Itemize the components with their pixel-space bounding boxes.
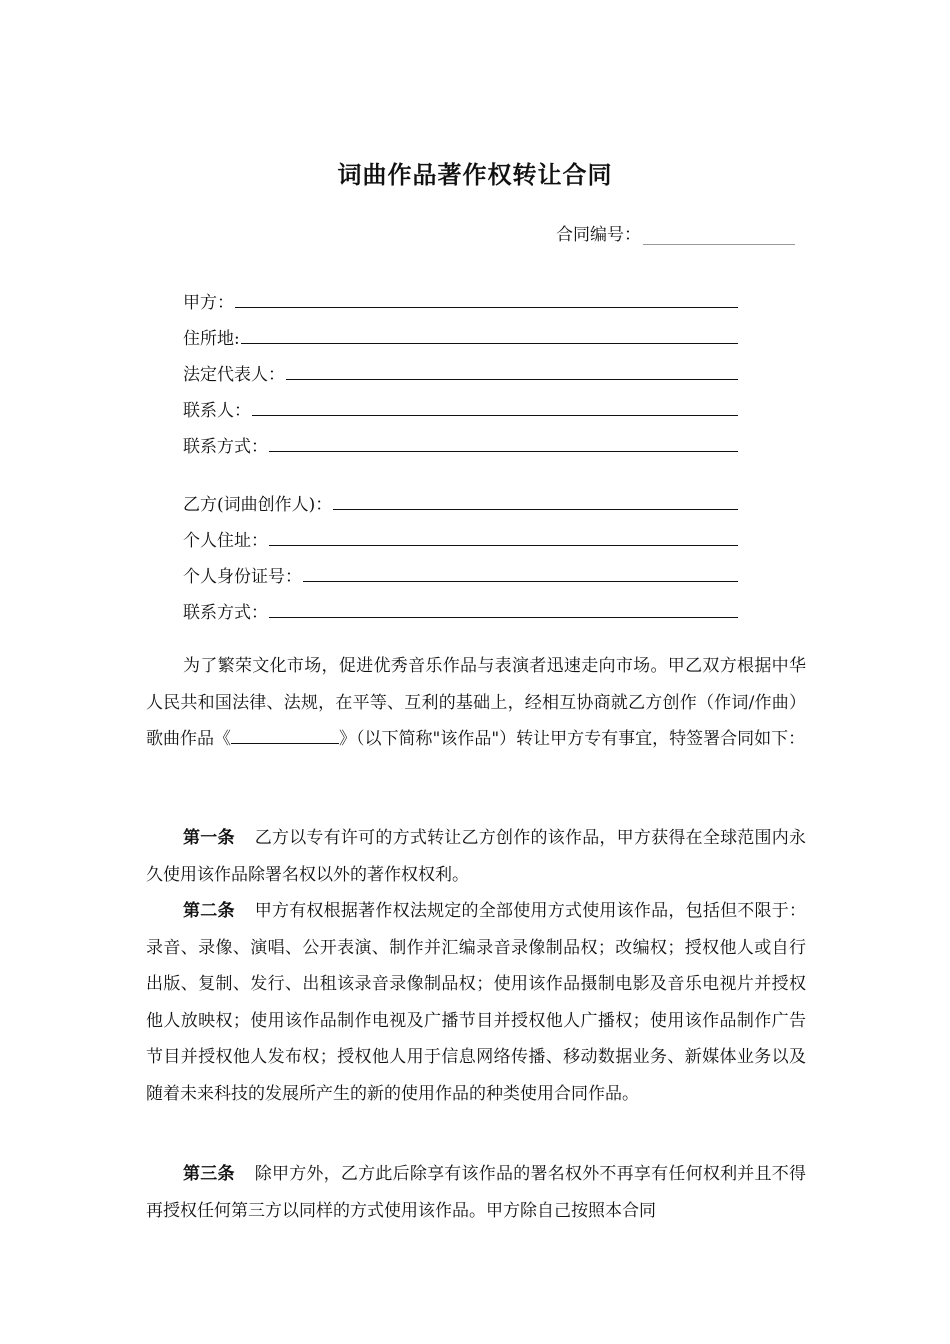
field-label: 联系人： xyxy=(183,401,251,421)
fill-line[interactable] xyxy=(286,378,738,380)
field-label: 联系方式： xyxy=(183,603,268,623)
party-a-contact-method-field xyxy=(183,421,738,457)
fill-line[interactable] xyxy=(333,508,738,510)
party-a-legal-rep-field xyxy=(183,349,738,385)
field-label: 住所地: xyxy=(183,329,240,349)
article-label: 第三条 xyxy=(183,1164,235,1184)
fill-line[interactable] xyxy=(269,544,738,546)
party-b-name-field xyxy=(183,479,738,515)
contract-number xyxy=(556,220,795,245)
fill-line[interactable] xyxy=(269,616,738,618)
fill-line[interactable] xyxy=(241,342,738,344)
article-text: 甲方有权根据著作权法规定的全部使用方式使用该作品，包括但不限于：录音、录像、演唱、公开表演、制作并汇编录音录像制品权；改编权；授权他人或自行出版、复制、发行、出租该录音录像制品权；使用该作品摄制电影及音乐电视片并授权他人放映权；使用该作品制作电视及广播节目并授权他人广播权；使用该作品制作广告节目并授权他人发布权；授权他人用于信息网络传播、移动数据业务、新媒体业务以及随着未来科技的发展所产生的新的使用作品的种类使用合同作品。 xyxy=(146,901,807,1104)
field-label: 乙方(词曲创作人)： xyxy=(183,495,333,515)
article-label: 第一条 xyxy=(183,828,235,848)
document-title: 词曲作品著作权转让合同 xyxy=(337,161,613,189)
field-label: 甲方： xyxy=(183,293,234,313)
article-2 xyxy=(146,893,806,1112)
party-b-id-field xyxy=(183,551,738,587)
party-a-address-field xyxy=(183,313,738,349)
field-label: 个人身份证号： xyxy=(183,567,302,587)
intro-text-end: 》（以下简称"该作品"）转让甲方专有事宜，特签署合同如下： xyxy=(339,729,806,749)
field-label: 法定代表人： xyxy=(183,365,285,385)
contract-number-label: 合同编号： xyxy=(556,225,641,245)
article-label: 第二条 xyxy=(183,901,235,921)
fill-line[interactable] xyxy=(252,414,738,416)
fill-line[interactable] xyxy=(303,580,738,582)
party-a-section xyxy=(183,277,738,457)
party-b-section xyxy=(183,479,738,623)
field-label: 个人住址： xyxy=(183,531,268,551)
intro-text-start: 为了繁荣文化市场，促进优秀音乐作品与表演者迅速走向市场。甲乙双方根据中华人民共和国法律、法规，在平等、互利的基础上，经相互协商就乙方创作（作词/作曲）歌曲作品《 xyxy=(146,656,806,749)
contract-number-blank[interactable] xyxy=(643,230,795,245)
party-b-address-field xyxy=(183,515,738,551)
party-a-name-field xyxy=(183,277,738,313)
fill-line[interactable] xyxy=(269,450,738,452)
article-text: 乙方以专有许可的方式转让乙方创作的该作品，甲方获得在全球范围内永久使用该作品除署名权以外的著作权权利。 xyxy=(146,828,807,885)
article-text: 除甲方外，乙方此后除享有该作品的署名权外不再享有任何权利并且不得再授权任何第三方以同样的方式使用该作品。甲方除自己按照本合同 xyxy=(146,1164,807,1221)
intro-paragraph xyxy=(146,648,806,758)
song-title-blank[interactable] xyxy=(231,729,339,744)
article-1 xyxy=(146,820,806,893)
party-b-contact-method-field xyxy=(183,587,738,623)
article-3 xyxy=(146,1156,806,1229)
party-a-contact-field xyxy=(183,385,738,421)
field-label: 联系方式： xyxy=(183,437,268,457)
fill-line[interactable] xyxy=(235,306,738,308)
